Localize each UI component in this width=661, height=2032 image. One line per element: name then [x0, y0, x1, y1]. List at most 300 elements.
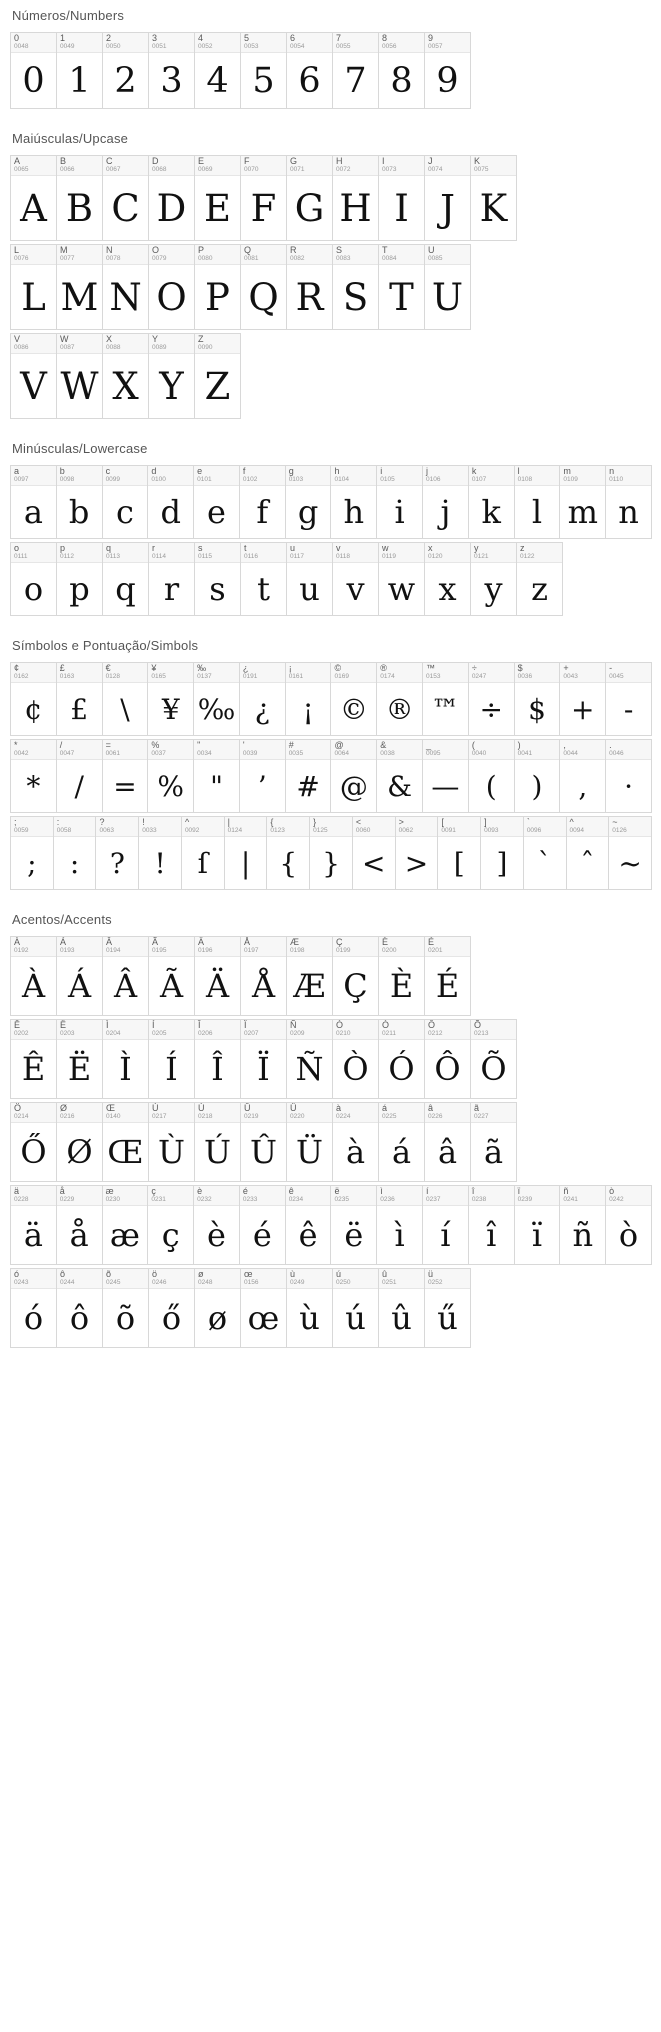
glyph-meta	[287, 156, 332, 176]
glyph-cell[interactable]	[330, 1185, 377, 1265]
glyph-preview: \	[120, 692, 130, 726]
glyph-meta	[148, 663, 193, 683]
glyph-char-label: ø	[198, 1269, 204, 1279]
glyph-code-label: 0247	[471, 673, 487, 680]
glyph-meta	[148, 466, 193, 486]
glyph-code-label: 0237	[426, 1196, 441, 1203]
glyph-cell[interactable]	[286, 1019, 333, 1099]
glyph-cell[interactable]	[10, 1102, 57, 1182]
glyph-char-label: ô	[60, 1269, 66, 1279]
glyph-code-label: 0064	[334, 750, 349, 757]
glyph-cell[interactable]	[285, 662, 332, 736]
glyph-cell[interactable]	[286, 936, 333, 1016]
glyph-cell[interactable]	[422, 739, 469, 813]
glyph-cell[interactable]	[332, 936, 379, 1016]
glyph-cell[interactable]	[332, 32, 379, 109]
glyph-cell[interactable]	[56, 662, 103, 736]
glyph-cell[interactable]	[266, 816, 310, 890]
glyph-cell[interactable]	[148, 1268, 195, 1348]
glyph-char-label: &	[380, 740, 387, 750]
glyph-preview: Æ	[293, 967, 326, 1005]
glyph-cell[interactable]	[194, 542, 241, 616]
glyph-cell[interactable]	[10, 1019, 57, 1099]
glyph-meta	[149, 334, 194, 354]
glyph-cell[interactable]	[102, 739, 149, 813]
glyph-code-label: 0054	[290, 43, 305, 50]
glyph-cell[interactable]	[516, 542, 563, 616]
glyph-cell[interactable]	[605, 465, 652, 539]
glyph-cell[interactable]	[147, 465, 194, 539]
glyph-cell[interactable]	[10, 244, 57, 330]
glyph-cell[interactable]	[605, 662, 652, 736]
glyph-meta	[11, 334, 56, 354]
glyph-char-label: [	[441, 817, 444, 827]
glyph-char-label: Ì	[106, 1020, 109, 1030]
glyph-char-label: ¿	[242, 663, 249, 673]
glyph-meta	[240, 663, 285, 683]
glyph-preview: 3	[160, 60, 183, 101]
glyph-code-label: 0084	[382, 255, 397, 262]
glyph-char-label: Ù	[152, 1103, 159, 1113]
glyph-meta	[333, 1269, 378, 1289]
glyph-char-label: Ò	[336, 1020, 344, 1030]
glyph-preview: t	[257, 570, 270, 608]
glyph-code-label: 0212	[428, 1030, 443, 1037]
glyph-cell[interactable]	[194, 155, 241, 241]
glyph-code-label: 0061	[105, 750, 121, 757]
glyph-cell[interactable]	[424, 1019, 471, 1099]
glyph-cell[interactable]	[566, 816, 610, 890]
glyph-code-label: 0128	[105, 673, 121, 680]
glyph-char-label: 6	[290, 33, 296, 43]
glyph-cell[interactable]	[332, 244, 379, 330]
glyph-meta	[96, 817, 138, 837]
glyph-cell[interactable]	[148, 1019, 195, 1099]
glyph-meta	[241, 543, 286, 563]
glyph-cell[interactable]	[286, 244, 333, 330]
glyph-cell[interactable]	[376, 465, 423, 539]
glyph-code-label: 0214	[14, 1113, 29, 1120]
glyph-cell[interactable]	[148, 936, 195, 1016]
glyph-cell[interactable]	[332, 1102, 379, 1182]
glyph-grid	[10, 155, 651, 419]
glyph-cell[interactable]	[378, 542, 425, 616]
glyph-preview: Z	[204, 364, 231, 408]
glyph-cell[interactable]	[10, 32, 57, 109]
glyph-cell[interactable]	[424, 936, 471, 1016]
glyph-cell[interactable]	[193, 1185, 240, 1265]
glyph-preview: ç	[161, 1216, 180, 1254]
glyph-cell[interactable]	[514, 739, 561, 813]
glyph-cell[interactable]	[286, 542, 333, 616]
glyph-meta	[57, 245, 102, 265]
glyph-cell[interactable]	[424, 1268, 471, 1348]
glyph-cell[interactable]	[10, 465, 57, 539]
glyph-char-label: G	[290, 156, 298, 166]
glyph-preview: â	[437, 1133, 458, 1171]
glyph-cell[interactable]	[378, 32, 425, 109]
glyph-code-label: 0036	[517, 673, 533, 680]
glyph-row	[10, 739, 651, 813]
glyph-meta	[195, 1269, 240, 1289]
glyph-cell[interactable]	[470, 155, 517, 241]
glyph-cell[interactable]	[194, 1268, 241, 1348]
glyph-cell[interactable]	[332, 155, 379, 241]
glyph-cell[interactable]	[56, 542, 103, 616]
glyph-cell[interactable]	[286, 32, 333, 109]
glyph-cell[interactable]	[608, 816, 652, 890]
glyph-cell[interactable]	[147, 739, 194, 813]
glyph-preview: O	[156, 275, 187, 319]
glyph-code-label: 0193	[60, 947, 75, 954]
glyph-cell[interactable]	[102, 1102, 149, 1182]
glyph-cell[interactable]	[56, 1185, 103, 1265]
glyph-code-label: 0119	[382, 553, 396, 560]
glyph-code-label: 0225	[382, 1113, 397, 1120]
glyph-cell[interactable]	[10, 662, 57, 736]
glyph-cell[interactable]	[286, 155, 333, 241]
glyph-char-label: A	[14, 156, 21, 166]
glyph-cell[interactable]	[102, 333, 149, 419]
glyph-preview: Ï	[257, 1050, 270, 1088]
glyph-cell[interactable]	[148, 333, 195, 419]
glyph-cell[interactable]	[480, 816, 524, 890]
glyph-code-label: 0227	[474, 1113, 489, 1120]
glyph-cell[interactable]	[422, 662, 469, 736]
glyph-code-label: 0114	[152, 553, 166, 560]
glyph-cell[interactable]	[605, 739, 652, 813]
glyph-code-label: 0052	[198, 43, 213, 50]
glyph-char-label: ‰	[197, 663, 207, 673]
glyph-code-label: 0101	[197, 476, 212, 483]
glyph-cell[interactable]	[468, 662, 515, 736]
glyph-meta	[379, 1020, 424, 1040]
glyph-meta	[333, 156, 378, 176]
glyph-code-label: 0231	[151, 1196, 166, 1203]
glyph-cell[interactable]	[148, 32, 195, 109]
glyph-cell[interactable]	[240, 1268, 287, 1348]
glyph-meta	[379, 1269, 424, 1289]
section-upcase	[10, 131, 651, 419]
glyph-cell[interactable]	[102, 1019, 149, 1099]
glyph-char-label: x	[428, 543, 433, 553]
glyph-char-label: j	[426, 466, 429, 476]
glyph-cell[interactable]	[239, 465, 286, 539]
glyph-preview: Í	[165, 1050, 178, 1088]
glyph-cell[interactable]	[56, 333, 103, 419]
glyph-char-label: Å	[244, 937, 251, 947]
glyph-cell[interactable]	[10, 333, 57, 419]
glyph-cell[interactable]	[10, 816, 54, 890]
glyph-cell[interactable]	[194, 333, 241, 419]
glyph-preview: ì	[394, 1216, 405, 1254]
glyph-cell[interactable]	[102, 32, 149, 109]
glyph-char-label: Â	[106, 937, 113, 947]
glyph-cell[interactable]	[53, 816, 97, 890]
glyph-preview: /	[74, 769, 84, 803]
glyph-cell[interactable]	[10, 1268, 57, 1348]
glyph-cell[interactable]	[240, 1102, 287, 1182]
glyph-row	[10, 816, 651, 890]
glyph-preview: J	[440, 186, 455, 230]
glyph-preview: û	[391, 1299, 412, 1337]
glyph-cell[interactable]	[523, 816, 567, 890]
glyph-cell[interactable]	[239, 1185, 286, 1265]
glyph-meta	[103, 663, 148, 683]
glyph-code-label: 0244	[60, 1279, 75, 1286]
glyph-code-label: 0163	[59, 673, 75, 680]
glyph-cell[interactable]	[193, 739, 240, 813]
glyph-cell[interactable]	[240, 542, 287, 616]
glyph-cell[interactable]	[138, 816, 182, 890]
glyph-char-label: +	[563, 663, 569, 673]
glyph-cell[interactable]	[10, 936, 57, 1016]
glyph-code-label: 0080	[198, 255, 213, 262]
glyph-code-label: 0252	[428, 1279, 443, 1286]
glyph-preview: C	[111, 186, 140, 230]
glyph-meta	[425, 245, 470, 265]
glyph-meta	[560, 1186, 605, 1206]
glyph-cell[interactable]	[424, 32, 471, 109]
glyph-cell[interactable]	[378, 1268, 425, 1348]
glyph-cell[interactable]	[10, 542, 57, 616]
glyph-meta	[287, 245, 332, 265]
glyph-cell[interactable]	[95, 816, 139, 890]
glyph-cell[interactable]	[194, 1019, 241, 1099]
glyph-char-label: e	[197, 466, 203, 476]
glyph-cell[interactable]	[514, 1185, 561, 1265]
glyph-preview: U	[431, 275, 464, 319]
glyph-cell[interactable]	[309, 816, 353, 890]
glyph-cell[interactable]	[378, 244, 425, 330]
glyph-cell[interactable]	[559, 465, 606, 539]
glyph-cell[interactable]	[514, 662, 561, 736]
glyph-cell[interactable]	[285, 739, 332, 813]
glyph-cell[interactable]	[56, 244, 103, 330]
glyph-code-label: 0201	[428, 947, 443, 954]
glyph-char-label: 9	[428, 33, 434, 43]
glyph-cell[interactable]	[395, 816, 439, 890]
glyph-char-label: g	[288, 466, 294, 476]
glyph-cell[interactable]	[330, 739, 377, 813]
glyph-cell[interactable]	[102, 1268, 149, 1348]
glyph-preview: ø	[207, 1299, 228, 1337]
glyph-char-label: 0	[14, 33, 20, 43]
glyph-cell[interactable]	[468, 739, 515, 813]
glyph-meta	[377, 1186, 422, 1206]
glyph-cell[interactable]	[10, 1185, 57, 1265]
glyph-cell[interactable]	[286, 1268, 333, 1348]
glyph-preview: 4	[206, 60, 229, 101]
glyph-cell[interactable]	[424, 244, 471, 330]
glyph-meta	[149, 156, 194, 176]
glyph-cell[interactable]	[514, 465, 561, 539]
glyph-cell[interactable]	[378, 1019, 425, 1099]
glyph-cell[interactable]	[194, 244, 241, 330]
glyph-char-label: ï	[517, 1186, 521, 1196]
glyph-cell[interactable]	[332, 1019, 379, 1099]
glyph-cell[interactable]	[378, 155, 425, 241]
glyph-cell[interactable]	[470, 542, 517, 616]
glyph-cell[interactable]	[56, 1268, 103, 1348]
glyph-code-label: 0077	[60, 255, 75, 262]
glyph-cell[interactable]	[147, 662, 194, 736]
glyph-cell[interactable]	[470, 1019, 517, 1099]
glyph-cell[interactable]	[194, 32, 241, 109]
glyph-cell[interactable]	[102, 1185, 149, 1265]
glyph-cell[interactable]	[352, 816, 396, 890]
glyph-cell[interactable]	[240, 936, 287, 1016]
glyph-meta	[11, 1269, 56, 1289]
glyph-cell[interactable]	[148, 244, 195, 330]
glyph-cell[interactable]	[102, 155, 149, 241]
glyph-cell[interactable]	[10, 739, 57, 813]
glyph-char-label: v	[336, 543, 341, 553]
glyph-cell[interactable]	[56, 1102, 103, 1182]
glyph-cell[interactable]	[424, 542, 471, 616]
glyph-cell[interactable]	[56, 155, 103, 241]
glyph-cell[interactable]	[559, 739, 606, 813]
glyph-cell[interactable]	[376, 662, 423, 736]
section-title: Maiúsculas/Upcase	[12, 131, 129, 146]
glyph-cell[interactable]	[240, 155, 287, 241]
glyph-cell[interactable]	[468, 1185, 515, 1265]
glyph-cell[interactable]	[102, 465, 149, 539]
glyph-cell[interactable]	[424, 155, 471, 241]
glyph-meta	[57, 1103, 102, 1123]
glyph-preview: á	[391, 1133, 412, 1171]
glyph-cell[interactable]	[56, 465, 103, 539]
glyph-cell[interactable]	[102, 244, 149, 330]
glyph-meta	[182, 817, 224, 837]
glyph-cell[interactable]	[559, 662, 606, 736]
glyph-char-label: n	[609, 466, 615, 476]
glyph-cell[interactable]	[148, 542, 195, 616]
glyph-cell[interactable]	[605, 1185, 652, 1265]
glyph-cell[interactable]	[285, 1185, 332, 1265]
glyph-cell[interactable]	[239, 739, 286, 813]
glyph-meta	[195, 937, 240, 957]
glyph-cell[interactable]	[437, 816, 481, 890]
glyph-cell[interactable]	[559, 1185, 606, 1265]
glyph-code-label: 0033	[142, 827, 157, 834]
glyph-code-label: 0198	[290, 947, 305, 954]
glyph-cell[interactable]	[376, 1185, 423, 1265]
glyph-preview: A	[20, 186, 47, 230]
glyph-cell[interactable]	[422, 1185, 469, 1265]
glyph-cell[interactable]	[332, 542, 379, 616]
glyph-char-label: ö	[152, 1269, 158, 1279]
glyph-char-label: M	[60, 245, 68, 255]
glyph-cell[interactable]	[10, 155, 57, 241]
glyph-code-label: 0034	[197, 750, 212, 757]
glyph-preview: Ã	[159, 967, 184, 1005]
glyph-cell[interactable]	[286, 1102, 333, 1182]
glyph-meta	[11, 466, 56, 486]
glyph-cell[interactable]	[102, 662, 149, 736]
glyph-cell[interactable]	[148, 155, 195, 241]
glyph-cell[interactable]	[470, 1102, 517, 1182]
glyph-cell[interactable]	[378, 1102, 425, 1182]
glyph-cell[interactable]	[239, 662, 286, 736]
glyph-cell[interactable]	[193, 662, 240, 736]
glyph-char-label: 5	[244, 33, 250, 43]
glyph-code-label: 0206	[198, 1030, 213, 1037]
glyph-code-label: 0228	[14, 1196, 29, 1203]
glyph-meta	[471, 1020, 516, 1040]
glyph-preview: =	[113, 769, 137, 803]
glyph-cell[interactable]	[378, 936, 425, 1016]
glyph-meta	[286, 466, 331, 486]
glyph-cell[interactable]	[194, 936, 241, 1016]
glyph-char-label: m	[563, 466, 571, 476]
glyph-cell[interactable]	[56, 936, 103, 1016]
glyph-code-label: 0195	[152, 947, 167, 954]
glyph-meta	[195, 334, 240, 354]
glyph-preview: è	[207, 1216, 226, 1254]
glyph-cell[interactable]	[240, 244, 287, 330]
glyph-preview: &	[387, 769, 413, 803]
glyph-cell[interactable]	[422, 465, 469, 539]
glyph-char-label: k	[471, 466, 477, 476]
glyph-cell[interactable]	[102, 936, 149, 1016]
glyph-preview: é	[252, 1216, 272, 1254]
glyph-cell[interactable]	[240, 1019, 287, 1099]
glyph-meta	[396, 817, 438, 837]
glyph-code-label: 0089	[152, 344, 167, 351]
glyph-cell[interactable]	[56, 32, 103, 109]
glyph-cell[interactable]	[56, 1019, 103, 1099]
glyph-row	[10, 333, 651, 419]
glyph-char-label: ê	[288, 1186, 294, 1196]
glyph-preview: ô	[69, 1299, 90, 1337]
glyph-cell[interactable]	[148, 1102, 195, 1182]
glyph-cell[interactable]	[224, 816, 268, 890]
glyph-meta	[149, 937, 194, 957]
glyph-cell[interactable]	[468, 465, 515, 539]
glyph-char-label: )	[517, 740, 521, 750]
glyph-cell[interactable]	[193, 465, 240, 539]
glyph-cell[interactable]	[56, 739, 103, 813]
glyph-cell[interactable]	[147, 1185, 194, 1265]
glyph-code-label: 0092	[184, 827, 200, 834]
glyph-cell[interactable]	[194, 1102, 241, 1182]
glyph-char-label: Æ	[290, 937, 299, 947]
glyph-char-label: Ñ	[290, 1020, 297, 1030]
glyph-preview: ;	[27, 846, 37, 880]
glyph-cell[interactable]	[181, 816, 225, 890]
glyph-meta	[267, 817, 309, 837]
glyph-meta	[103, 156, 148, 176]
glyph-char-label: Û	[244, 1103, 251, 1113]
glyph-cell[interactable]	[332, 1268, 379, 1348]
glyph-cell[interactable]	[285, 465, 332, 539]
glyph-cell[interactable]	[330, 465, 377, 539]
glyph-cell[interactable]	[424, 1102, 471, 1182]
glyph-char-label: "	[197, 740, 201, 750]
glyph-meta	[286, 663, 331, 683]
glyph-code-label: 0109	[563, 476, 578, 483]
glyph-char-label: ç	[151, 1186, 156, 1196]
glyph-cell[interactable]	[240, 32, 287, 109]
glyph-cell[interactable]	[376, 739, 423, 813]
glyph-char-label: ¡	[288, 663, 292, 673]
glyph-cell[interactable]	[102, 542, 149, 616]
glyph-meta	[287, 1269, 332, 1289]
glyph-code-label: 0162	[14, 673, 29, 680]
glyph-cell[interactable]	[330, 662, 377, 736]
glyph-char-label: |	[227, 817, 231, 827]
